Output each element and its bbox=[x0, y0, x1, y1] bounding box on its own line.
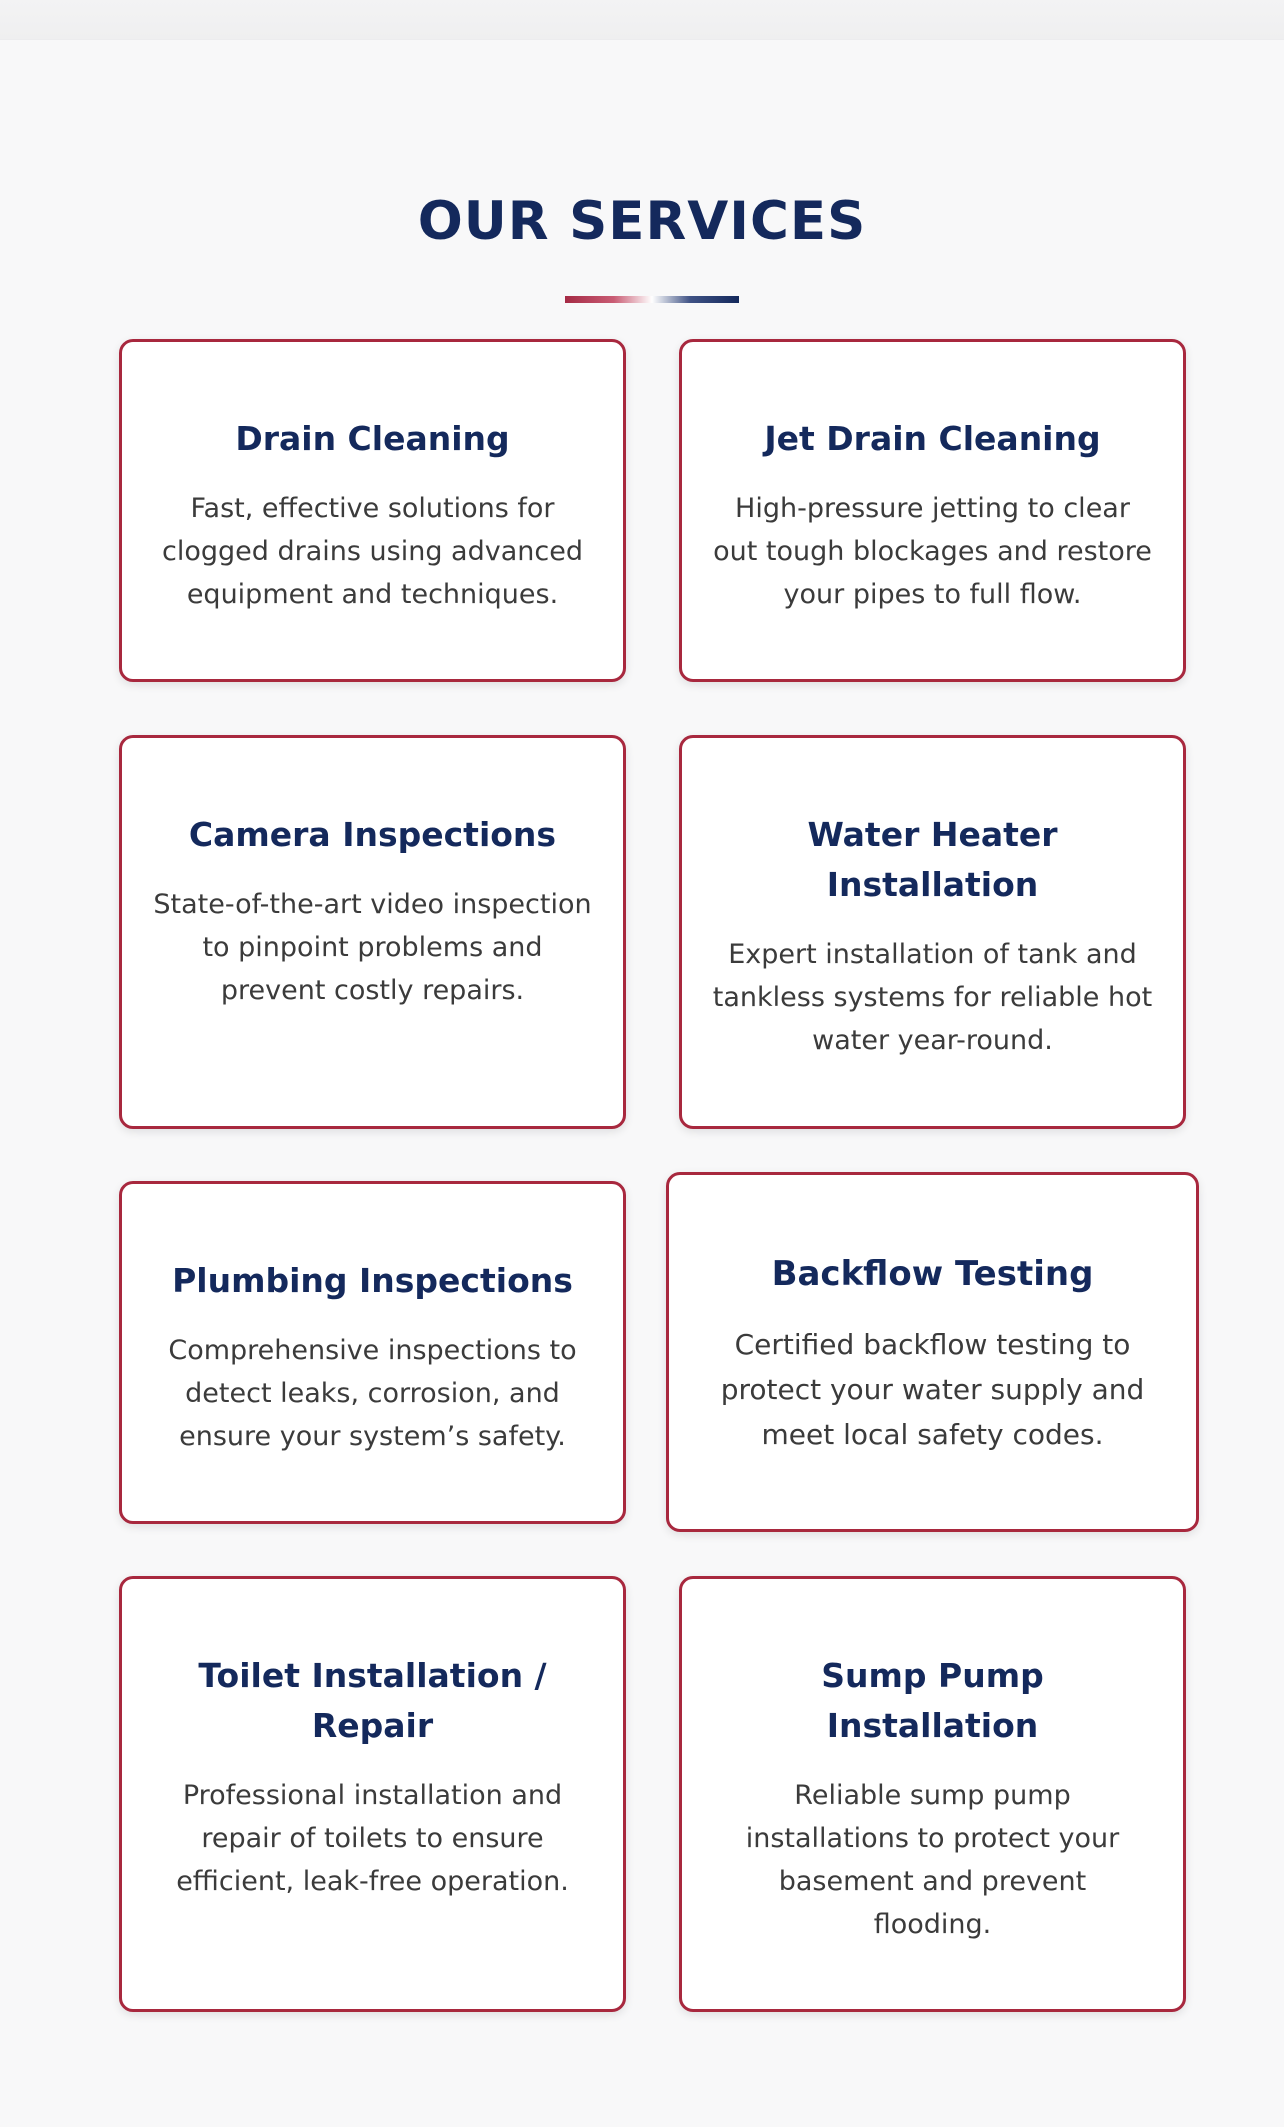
service-title: Sump Pump Installation bbox=[821, 1656, 1044, 1745]
service-description: Expert installation of tank and tankless systems for reliable hot water year-round. bbox=[712, 939, 1153, 1056]
service-description: Comprehensive inspections to detect leaks, corrosion, and ensure your system’s safety. bbox=[168, 1335, 577, 1452]
service-title: Jet Drain Cleaning bbox=[764, 419, 1101, 458]
service-title: Backflow Testing bbox=[771, 1254, 1094, 1294]
title-divider bbox=[565, 296, 739, 303]
service-title: Drain Cleaning bbox=[235, 419, 510, 458]
service-card-drain-cleaning[interactable] bbox=[119, 339, 626, 682]
service-card-water-heater-installation[interactable] bbox=[679, 735, 1186, 1129]
service-card-toilet-installation-repair[interactable] bbox=[119, 1576, 626, 2012]
service-description: Certified backflow testing to protect your water supply and meet local safety codes. bbox=[720, 1328, 1145, 1451]
service-description: Fast, effective solutions for clogged drains using advanced equipment and techniques. bbox=[162, 493, 583, 610]
service-title: Toilet Installation / Repair bbox=[198, 1656, 547, 1745]
section-title: OUR SERVICES bbox=[417, 191, 867, 252]
top-strip bbox=[0, 0, 1284, 40]
service-card-camera-inspections[interactable] bbox=[119, 735, 626, 1129]
service-card-plumbing-inspections[interactable] bbox=[119, 1181, 626, 1524]
service-card-jet-drain-cleaning[interactable] bbox=[679, 339, 1186, 682]
service-card-backflow-testing[interactable] bbox=[666, 1172, 1199, 1532]
service-title: Water Heater Installation bbox=[807, 815, 1058, 904]
service-description: Professional installation and repair of toilets to ensure efficient, leak-free operation. bbox=[176, 1780, 569, 1897]
service-description: Reliable sump pump installations to protect your basement and prevent flooding. bbox=[745, 1780, 1120, 1940]
service-title: Plumbing Inspections bbox=[172, 1261, 573, 1300]
service-card-sump-pump-installation[interactable] bbox=[679, 1576, 1186, 2012]
service-description: State-of-the-art video inspection to pinpoint problems and prevent costly repairs. bbox=[153, 889, 592, 1006]
service-title: Camera Inspections bbox=[188, 815, 557, 854]
service-description: High-pressure jetting to clear out tough blockages and restore your pipes to full flow. bbox=[713, 493, 1152, 610]
